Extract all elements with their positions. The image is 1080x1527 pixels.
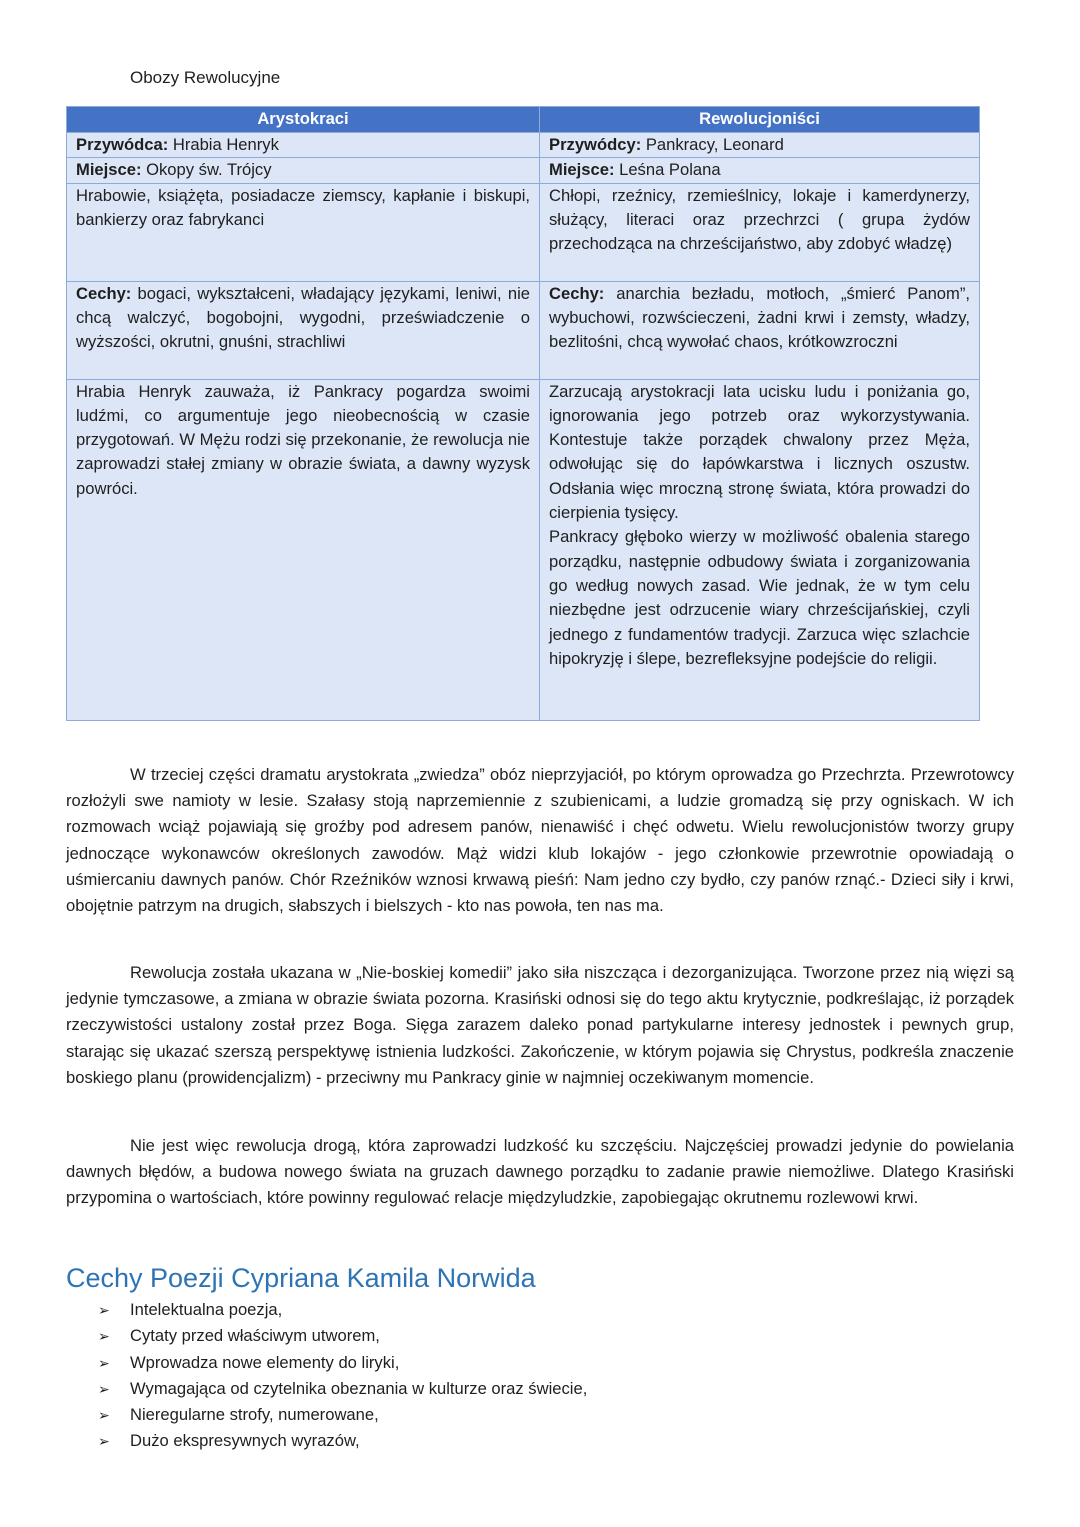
table-cell [540,133,980,158]
table-cell: Chłopi, rzeźnicy, rzemieślnicy, lokaje i kamerdynerzy, służący, literaci oraz przechrzci ( grupa żydów przechodząca na chrześcijaństwo, aby zdobyć władzę) [540,183,980,281]
cell-label: Cechy: [76,283,132,303]
header-revolutionaries: Rewolucjoniści [540,107,980,133]
paragraph-revolution: Rewolucja została ukazana w „Nie-boskiej komedii” jako siła niszcząca i dezorganizująca. Tworzone przez nią więzi są jedynie tymczasowe, a zmiana w obrazie świata pozorna. Krasiński odnosi się do tego aktu krytycznie, podkreślając, iż porządek rzeczywistości ustalony został przez Boga. Sięga zarazem daleko ponad partykularne interesy jednostek i pewnych grup, starając się ukazać szerszą perspektywę istnienia ludzkości. Zakończenie, w którym pojawia się Chrystus, podkreśla znaczenie boskiego planu (prowidencjalizm) - przeciwny mu Pankracy ginie w najmniej oczekiwanym momencie. [66,963,1014,1087]
table-cell: Hrabia Henryk zauważa, iż Pankracy pogardza swoimi ludźmi, co argumentuje jego nieobecnością w czasie przygotowań. W Mężu rodzi się przekonanie, że rewolucja nie zaprowadzi stałej zmiany w obrazie świata, a dawny wyzysk powróci. [67,379,540,720]
table-cell [67,281,540,379]
arrow-bullet-icon: ➢ [98,1328,110,1345]
header-aristocrats: Arystokraci [67,107,540,133]
cell-label: Miejsce: [549,160,615,180]
list-item [98,1428,587,1454]
cell-label: Przywódcy: [549,135,642,154]
arrow-bullet-icon: ➢ [98,1407,110,1424]
page-heading: Obozy Rewolucyjne [130,68,281,87]
arrow-bullet-icon: ➢ [98,1302,110,1318]
arrow-bullet-icon: ➢ [98,1433,110,1450]
table-cell: Hrabowie, książęta, posiadacze ziemscy, kapłanie i biskupi, bankierzy oraz fabrykanci [67,183,540,281]
table-row-traits [67,281,980,379]
cell-value: Okopy św. Trójcy [141,160,272,180]
section-title: Cechy Poezji Cypriana Kamila Norwida [66,1263,536,1293]
cell-value: bogaci, wykształceni, władający językami, leniwi, nie chcą walczyć, bogobojni, wygodni, przeświadczenie o wyższości, okrutni, gnuśni, strachliwi [76,283,530,352]
table-cell [67,158,540,183]
list-item [98,1402,587,1428]
arrow-bullet-icon: ➢ [98,1354,110,1371]
table-row-views [67,379,980,720]
list-item [98,1323,587,1349]
cell-value: Pankracy, Leonard [641,135,784,154]
table-row-leader [67,133,980,158]
list-item [98,1376,587,1402]
table-cell [540,158,980,183]
cell-value: anarchia bezładu, motłoch, „śmierć Panom”, wybuchowi, rozwścieczeni, żadni krwi i zemsty, władzy, bezlitośni, chcą wywołać chaos, krótkowzroczni [549,283,970,352]
list-item [98,1297,587,1323]
arrow-bullet-icon: ➢ [98,1380,110,1397]
cell-paragraph: Zarzucają arystokracji lata ucisku ludu i poniżania go, ignorowania jego potrzeb oraz wykorzystywania. Kontestuje także porządek chwalony przez Męża, odwołując się do łapówkarstwa i licznych oszustw. Odsłania więc mroczną stronę świata, która prowadzi do cierpienia tysięcy. [549,381,970,523]
list-item-text: Intelektualna poezja, [130,1300,283,1319]
features-list [98,1297,587,1455]
table-header-row [67,107,980,133]
cell-label: Przywódca: [76,135,169,154]
list-item-text: Dużo ekspresywnych wyrazów, [130,1431,360,1451]
cell-value: Hrabia Henryk [168,135,279,154]
camps-table [66,106,980,721]
table-row-place [67,158,980,183]
paragraph-conclusion: Nie jest więc rewolucja drogą, która zaprowadzi ludzkość ku szczęściu. Najczęściej prowadzi jedynie do powielania dawnych błędów, a budowa nowego świata na gruzach dawnego porządku to zadanie prawie niemożliwe. Dlatego Krasiński przypomina o wartościach, które powinny regulować relacje międzyludzkie, zapobiegając okrutnemu rozlewowi krwi. [66,1136,1014,1208]
table-cell [67,133,540,158]
paragraph-camp-visit: W trzeciej części dramatu arystokrata „zwiedza” obóz nieprzyjaciół, po którym oprowadza go Przechrzta. Przewrotowcy rozłożyli swe namioty w lesie. Szałasy stoją naprzemiennie z szubienicami, a ludzie gromadzą się przy ogniskach. W ich rozmowach wciąż pojawiają się groźby pod adresem panów, nienawiść i chęć odwetu. Wielu rewolucjonistów tworzy grupy jednoczące wykonawców określonych zawodów. Mąż widzi klub lokajów - jego członkowie przewrotnie opowiadają o uśmiercaniu dawnych panów. Chór Rzeźników wznosi krwawą pieśń: Nam jedno czy bydło, czy panów rznąć.- Dzieci siły i krwi, obojętnie patrzym na drugich, słabszych i bielszych - kto nas powoła, ten nas ma. [66,765,1014,916]
list-item-text: Wymagająca od czytelnika obeznania w kulturze oraz świecie, [130,1378,588,1398]
cell-label: Miejsce: [76,160,142,180]
cell-label: Cechy: [549,283,605,303]
table-cell [540,379,980,720]
cell-value: Leśna Polana [614,160,721,180]
cell-paragraph: Pankracy głęboko wierzy w możliwość obalenia starego porządku, następnie odbudowy świata i zorganizowania go według nowych zasad. Wie jednak, że w tym celu niezbędne jest odrzucenie wiary chrześcijańskiej, czyli jednego z fundamentów tradycji. Zarzuca więc szlachcie hipokryzję i ślepe, bezrefleksyjne podejście do religii. [549,527,970,668]
table-cell [540,281,980,379]
list-item-text: Cytaty przed właściwym utworem, [130,1326,380,1346]
list-item-text: Nieregularne strofy, numerowane, [130,1405,379,1425]
list-item [98,1350,587,1376]
list-item-text: Wprowadza nowe elementy do liryki, [130,1352,400,1372]
table-row-members [67,183,980,281]
